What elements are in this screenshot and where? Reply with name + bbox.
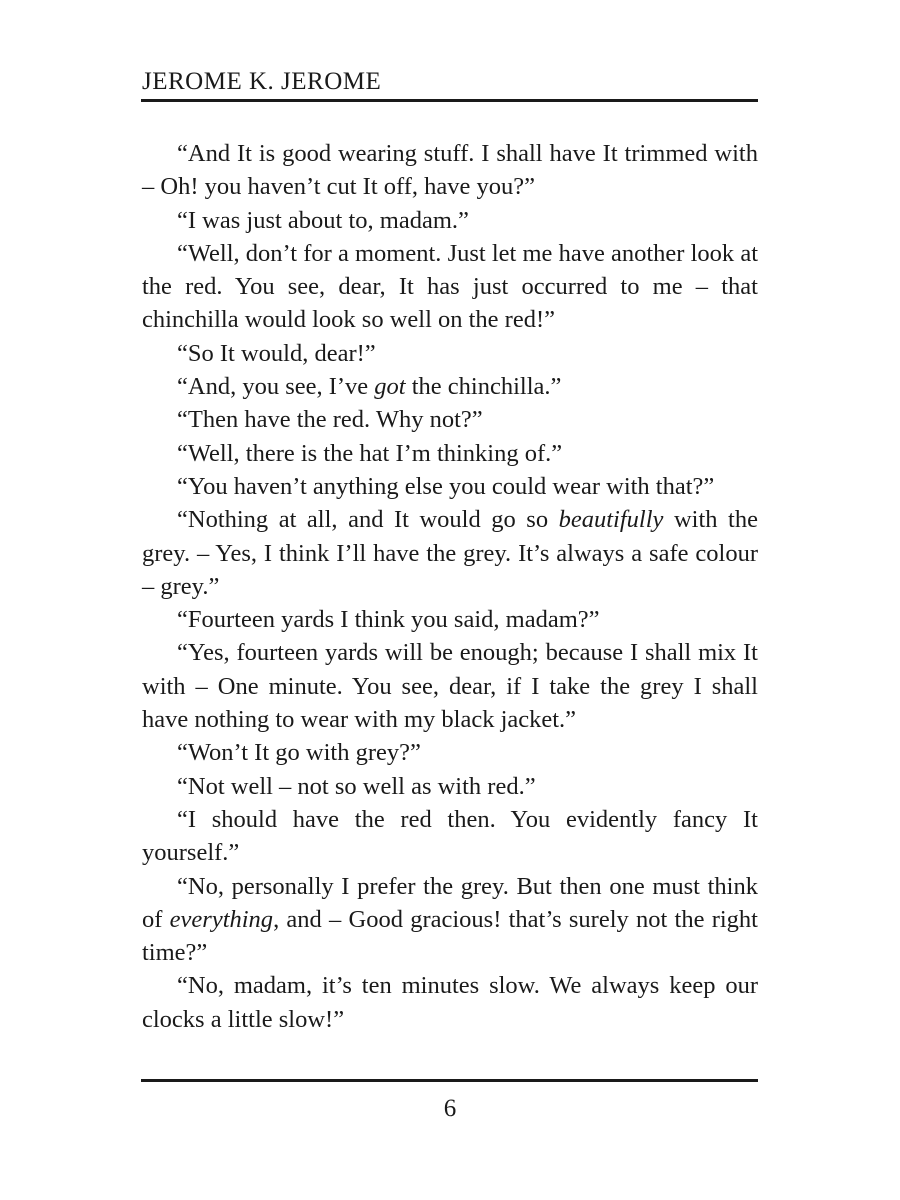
header-rule bbox=[141, 99, 758, 102]
paragraph-text: , and – Good gracious! that’s surely not the right time?” bbox=[142, 905, 758, 967]
paragraph: “I should have the red then. You evidently fancy It yourself.” bbox=[142, 805, 758, 867]
paragraph bbox=[142, 503, 758, 603]
paragraph: “Yes, fourteen yards will be enough; because I shall mix It with – One minute. You see, dear, if I take the grey I shall have nothing to wear with my black jacket.” bbox=[142, 639, 758, 734]
paragraph: “Well, don’t for a moment. Just let me have another look at the red. You see, dear, It has just occurred to me – that chinchilla would look so well on the red!” bbox=[142, 239, 758, 334]
paragraph: “I was just about to, madam.” bbox=[177, 206, 469, 234]
emphasis-text: beautifully bbox=[558, 506, 664, 534]
paragraph: “No, madam, it’s ten minutes slow. We always keep our clocks a little slow!” bbox=[142, 972, 758, 1033]
paragraph: “Not well – not so well as with red.” bbox=[177, 772, 536, 800]
paragraph bbox=[142, 870, 758, 970]
paragraph: “So It would, dear!” bbox=[177, 339, 376, 367]
footer-rule bbox=[141, 1079, 758, 1082]
paragraph-text: “Nothing at all, and It would go so bbox=[177, 506, 559, 534]
running-header: JEROME K. JEROME bbox=[142, 68, 382, 95]
emphasis-text: got bbox=[374, 373, 406, 401]
paragraph-text: the chinchilla.” bbox=[405, 373, 562, 401]
paragraph-text: “No, personally I prefer the grey. But then one must think of bbox=[142, 872, 758, 933]
paragraph: “You haven’t anything else you could wear with that?” bbox=[177, 472, 715, 500]
paragraph: “Well, there is the hat I’m thinking of.” bbox=[177, 439, 563, 467]
paragraph: “And It is good wearing stuff. I shall have It trimmed with – Oh! you haven’t cut It off, have you?” bbox=[142, 140, 758, 201]
paragraph: “Then have the red. Why not?” bbox=[177, 406, 483, 434]
paragraph bbox=[142, 370, 758, 403]
page-number: 6 bbox=[443, 1095, 457, 1122]
paragraph: “Won’t It go with grey?” bbox=[177, 739, 421, 767]
paragraph: “Fourteen yards I think you said, madam?” bbox=[177, 606, 600, 634]
body-text bbox=[142, 137, 758, 1036]
paragraph-text: with the grey. – Yes, I think I’ll have the grey. It’s always a safe colour – grey.” bbox=[142, 506, 758, 600]
paragraph-text: “And, you see, I’ve bbox=[177, 373, 375, 401]
emphasis-text: everything bbox=[169, 905, 274, 933]
